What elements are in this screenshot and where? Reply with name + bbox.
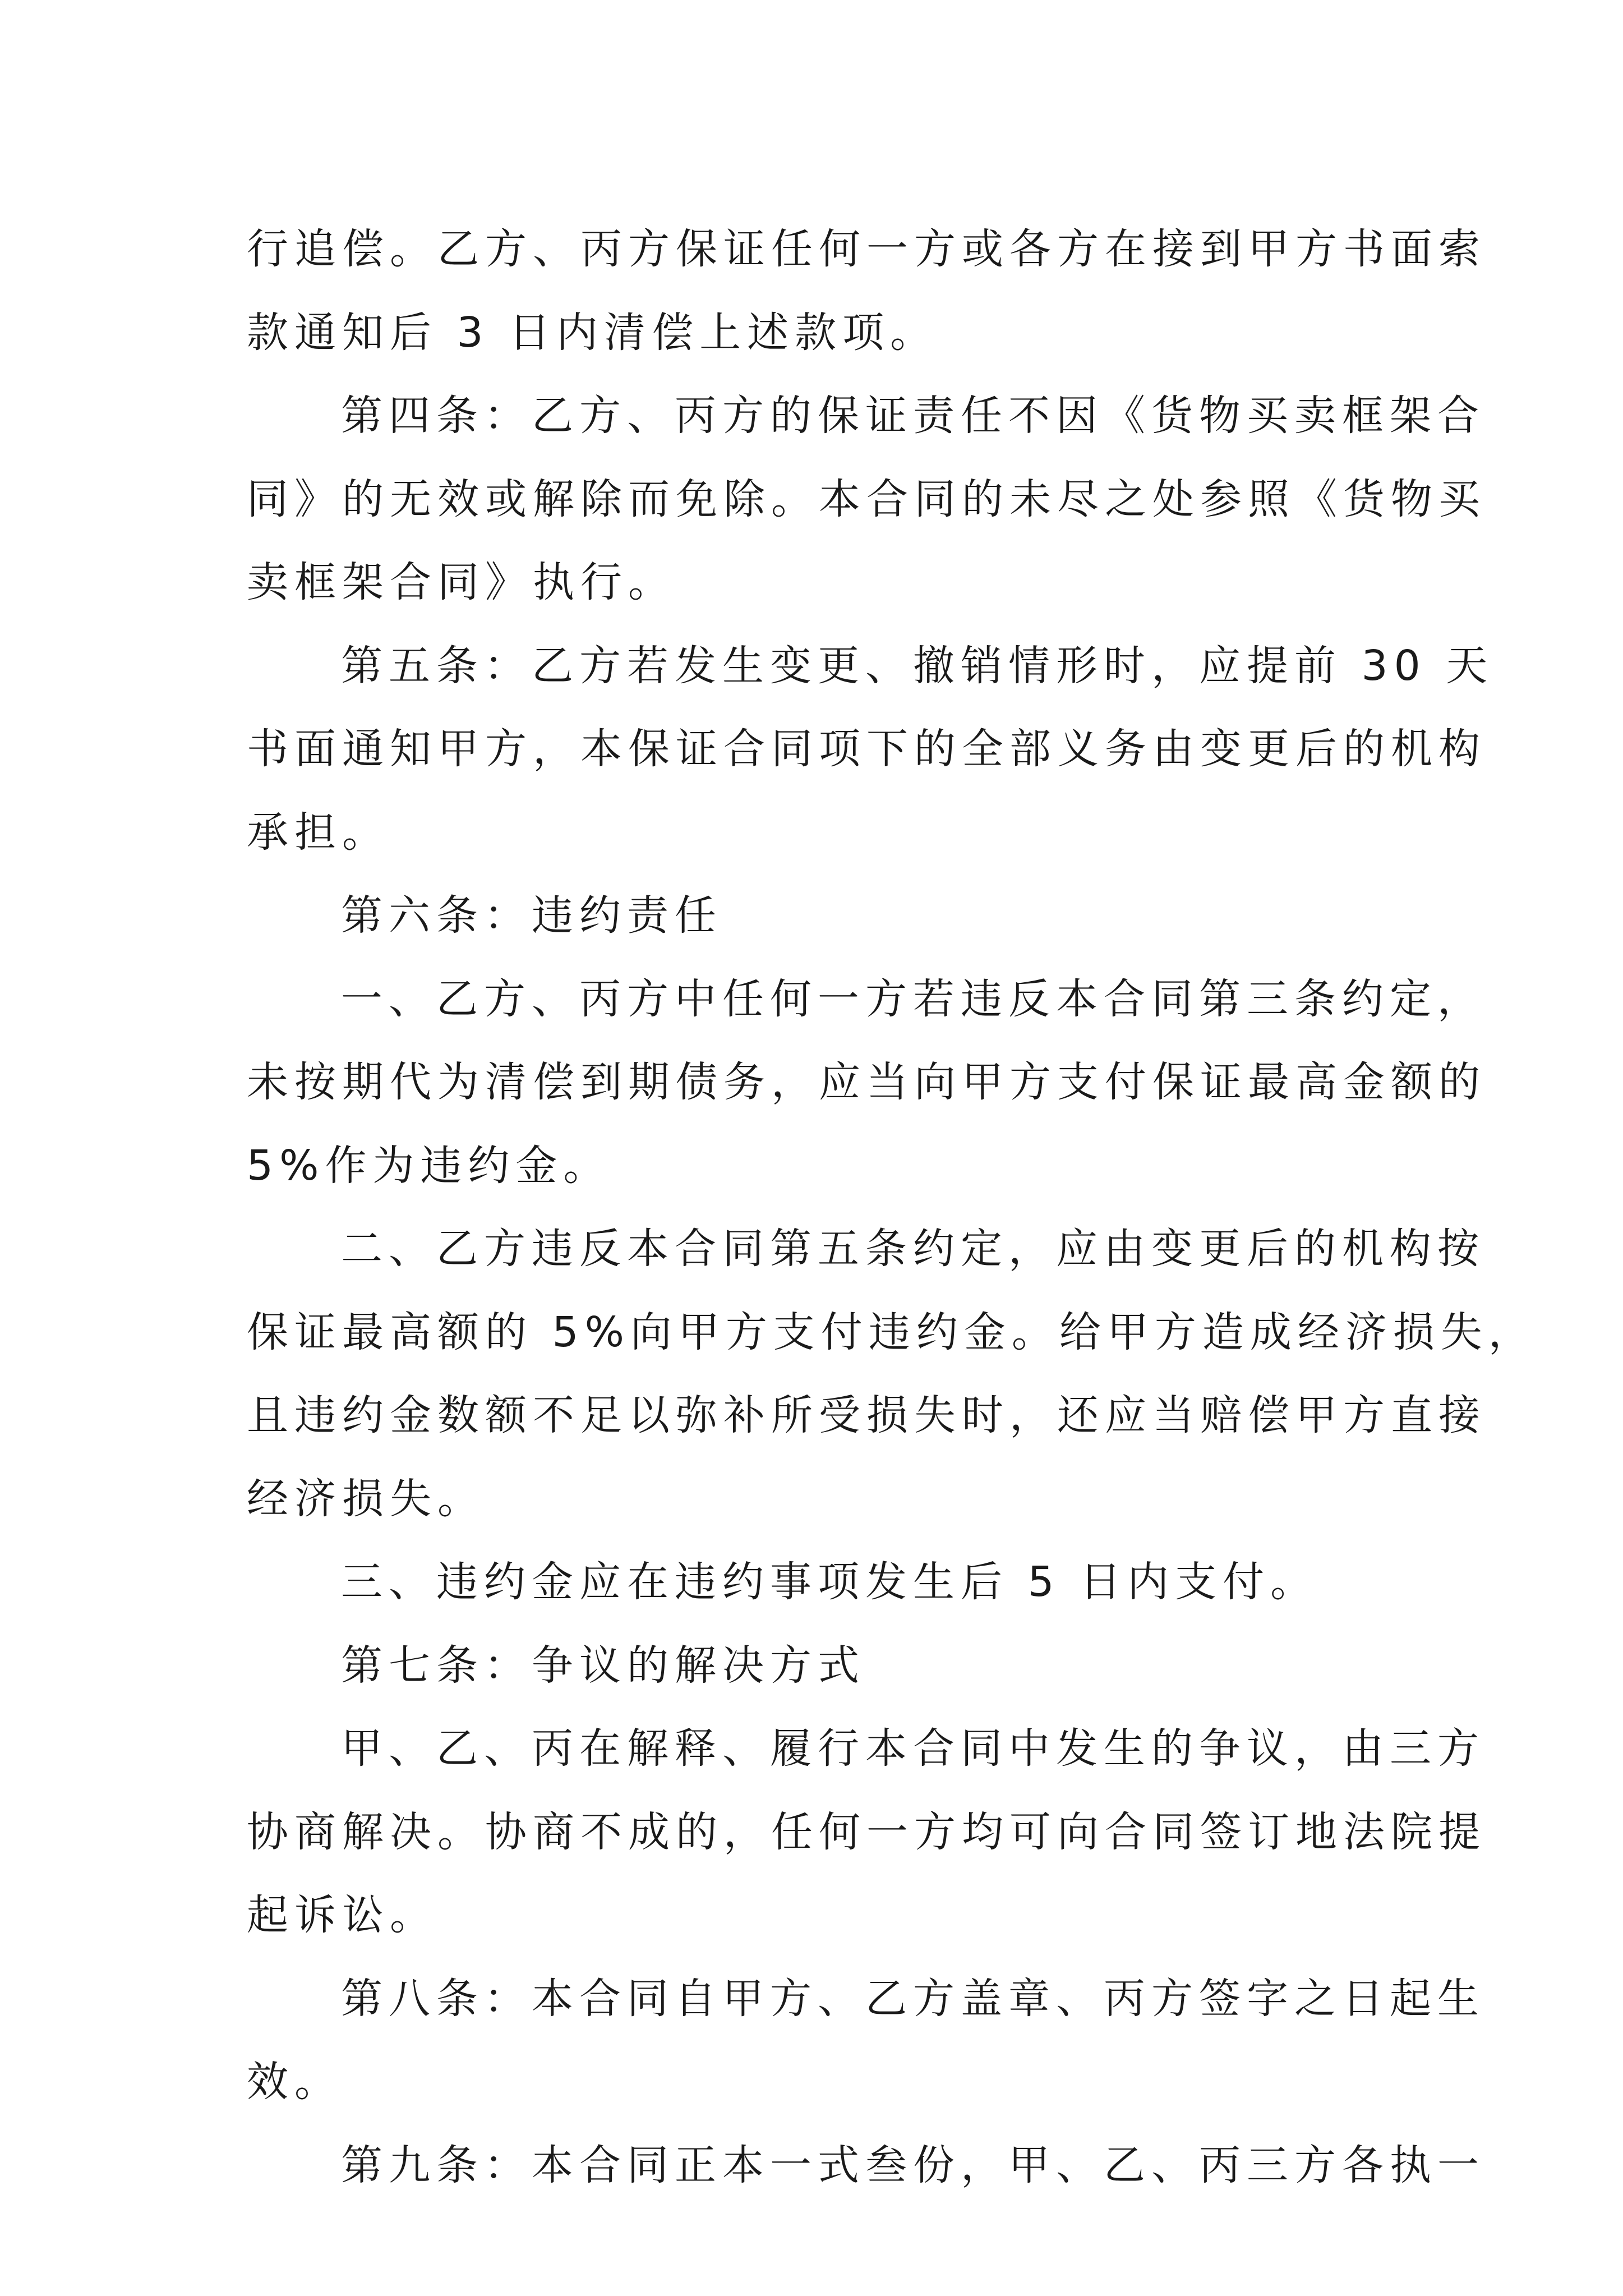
text-line: 二、乙方违反本合同第五条约定，应由变更后的机构按: [341, 1225, 1485, 1273]
text-line: 第六条：违约责任: [341, 891, 722, 940]
text-line: 效。: [247, 2058, 342, 2106]
text-line: 第九条：本合同正本一式叁份，甲、乙、丙三方各执一: [341, 2141, 1485, 2189]
text-line: 起诉讼。: [247, 1891, 437, 1939]
text-line: 三、违约金应在违约事项发生后 5 日内支付。: [341, 1558, 1318, 1606]
text-line: 款通知后 3 日内清偿上述款项。: [247, 308, 938, 357]
text-line: 行追偿。乙方、丙方保证任何一方或各方在接到甲方书面索: [247, 225, 1486, 273]
text-line: 协商解决。协商不成的，任何一方均可向合同签订地法院提: [247, 1807, 1486, 1856]
text-line: 第七条：争议的解决方式: [341, 1641, 865, 1690]
text-line: 第四条：乙方、丙方的保证责任不因《货物买卖框架合: [341, 392, 1485, 440]
text-line: 书面通知甲方，本保证合同项下的全部义务由变更后的机构: [247, 725, 1486, 773]
text-line: 一、乙方、丙方中任何一方若违反本合同第三条约定，: [341, 974, 1485, 1023]
text-line: 第五条：乙方若发生变更、撤销情形时，应提前 30 天: [341, 641, 1494, 690]
text-line: 且违约金数额不足以弥补所受损失时，还应当赔偿甲方直接: [247, 1391, 1486, 1439]
text-line: 第八条：本合同自甲方、乙方盖章、丙方签字之日起生: [341, 1974, 1485, 2023]
text-line: 卖框架合同》执行。: [247, 558, 676, 606]
text-line: 未按期代为清偿到期债务，应当向甲方支付保证最高金额的: [247, 1058, 1486, 1106]
text-line: 甲、乙、丙在解释、履行本合同中发生的争议，由三方: [341, 1724, 1485, 1773]
text-line: 5%作为违约金。: [247, 1141, 611, 1190]
text-line: 同》的无效或解除而免除。本合同的未尽之处参照《货物买: [247, 475, 1486, 523]
text-line: 经济损失。: [247, 1474, 485, 1523]
text-line: 承担。: [247, 808, 390, 857]
contract-body-text: [247, 208, 1536, 2207]
text-line: 保证最高额的 5%向甲方支付违约金。给甲方造成经济损失，: [247, 1308, 1536, 1356]
